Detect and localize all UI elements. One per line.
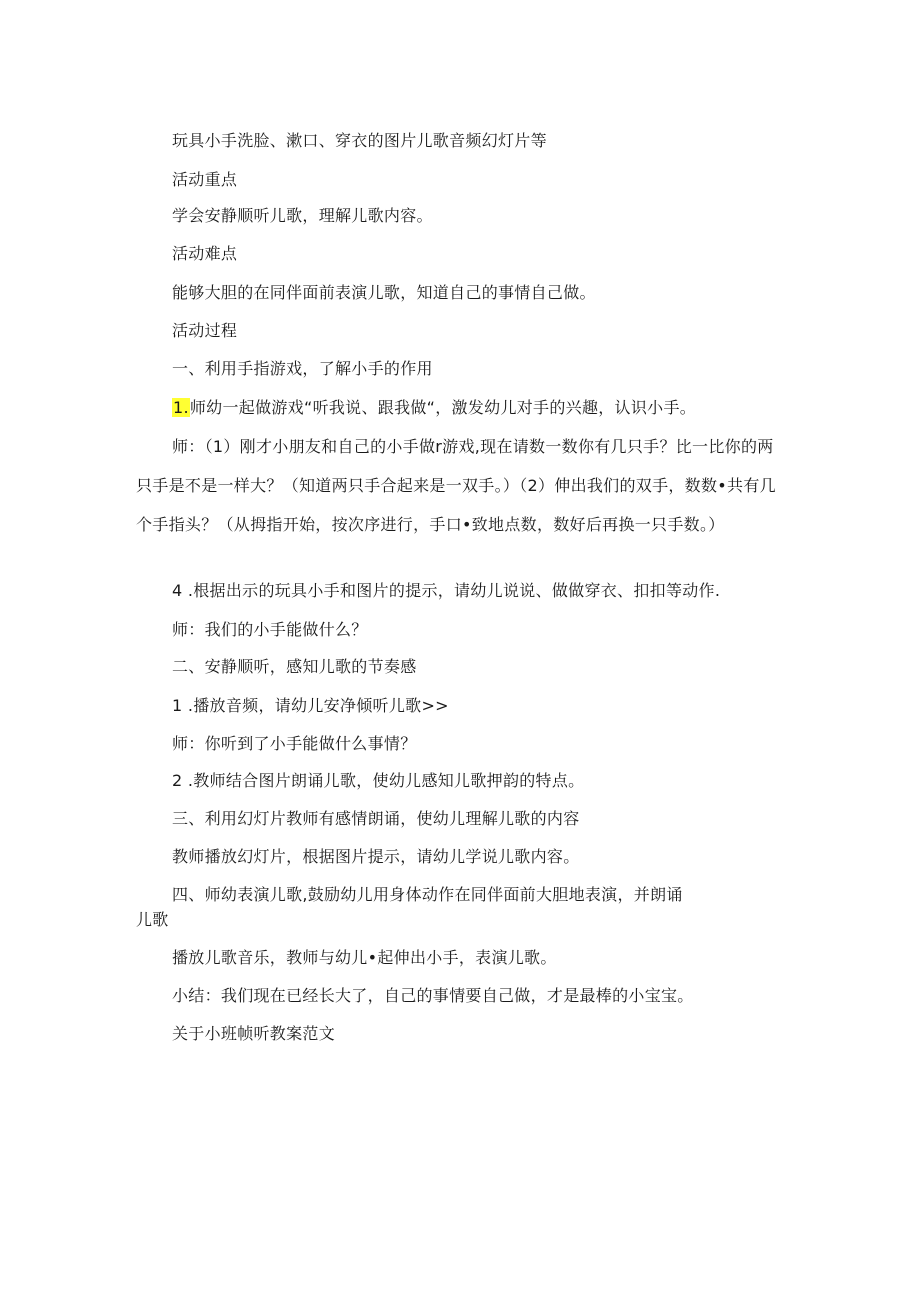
section-two-item-2: 2 .教师结合图片朗诵儿歌，使幼儿感知儿歌押韵的特点。 [172,771,585,790]
section-two-heading: 二、安静顺听，感知儿歌的节奏感 [172,657,417,676]
section-three-heading: 三、利用幻灯片教师有感情朗诵，使幼儿理解儿歌的内容 [172,809,580,828]
performance-text: 播放儿歌音乐，教师与幼儿•起伸出小手，表演儿歌。 [172,948,557,967]
key-points-text: 学会安静顺听儿歌，理解儿歌内容。 [172,206,433,225]
section-two-item-1: 1 .播放音频，请幼儿安净倾听儿歌>> [172,696,449,715]
teacher-question-2: 师：你听到了小手能做什么事情？ [172,734,417,753]
materials-line: 玩具小手洗脸、漱口、穿衣的图片儿歌音频幻灯片等 [172,131,547,150]
section-four-heading-continuation: 儿歌 [136,910,169,929]
heading-key-points: 活动重点 [172,170,238,189]
section-four-heading: 四、师幼表演儿歌,鼓励幼儿用身体动作在同伴面前大胆地表演，并朗诵 [172,885,683,904]
related-title: 关于小班帧听教案范文 [172,1024,336,1043]
teacher-dialogue-block: 师：（1）刚才小朋友和自己的小手做r游戏,现在请数一数你有几只手？比一比你的两只手是不是一样大？（知道两只手合起来是一双手。）（2）伸出我们的双手，数数•共有几个手指头？（从拇指开始，按次序进行，手口•致地点数，数好后再换一只手数。） [136,437,776,534]
item-1-text: 师幼一起做游戏“听我说、跟我做“，激发幼儿对手的兴趣，认识小手。 [189,398,697,417]
highlighted-number: 1. [173,398,189,417]
item-4: 4 .根据出示的玩具小手和图片的提示，请幼儿说说、做做穿衣、扣扣等动作. [172,581,721,600]
item-1 [172,397,696,419]
summary-text: 小结：我们现在已经长大了，自己的事情要自己做，才是最棒的小宝宝。 [172,986,694,1005]
difficulties-text: 能够大胆的在同伴面前表演儿歌，知道自己的事情自己做。 [172,283,596,302]
section-three-text: 教师播放幻灯片，根据图片提示，请幼儿学说儿歌内容。 [172,847,580,866]
teacher-question-1: 师：我们的小手能做什么？ [172,620,368,639]
section-one-heading: 一、利用手指游戏，了解小手的作用 [172,359,433,378]
heading-difficulties: 活动难点 [172,244,238,263]
heading-process: 活动过程 [172,321,238,340]
